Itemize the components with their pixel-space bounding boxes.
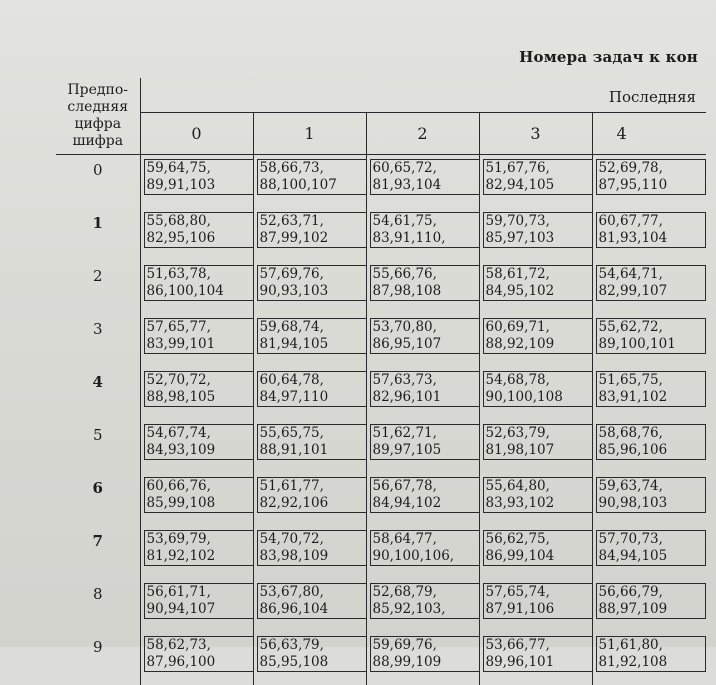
- task-numbers-line: 88,98,105: [146, 388, 216, 405]
- cell-box: [257, 583, 366, 619]
- table-row: [56, 208, 706, 261]
- task-numbers-line: 56,61,71,: [146, 583, 211, 600]
- penultimate-digit-header: [56, 78, 140, 155]
- table-cell: [479, 261, 592, 314]
- row-label: 3: [56, 314, 140, 367]
- task-numbers-line: 54,67,74,: [146, 424, 211, 441]
- cell-box: [483, 583, 592, 619]
- cell-box: [144, 265, 253, 301]
- last-digit-group-header: Последняя: [140, 78, 706, 113]
- task-numbers-line: 81,94,105: [259, 335, 329, 352]
- table-row: [56, 526, 706, 579]
- task-numbers-line: 88,100,107: [259, 177, 337, 193]
- table-cell: [592, 579, 706, 632]
- task-numbers-line: 85,99,108: [146, 494, 216, 511]
- task-numbers-line: 85,96,106: [598, 441, 668, 458]
- task-numbers-line: 54,61,75,: [372, 212, 437, 229]
- row-label: 1: [56, 208, 140, 261]
- task-numbers-line: 85,95,108: [259, 653, 329, 670]
- task-numbers-line: 82,95,106: [146, 229, 216, 246]
- task-numbers-line: 83,98,109: [259, 547, 329, 564]
- table-cell: [592, 526, 706, 579]
- cell-box: [483, 530, 592, 566]
- row-label: 6: [56, 473, 140, 526]
- task-numbers-line: 86,99,104: [485, 547, 555, 564]
- task-numbers-line: 52,69,78,: [598, 160, 663, 176]
- table-cell: [140, 632, 253, 685]
- column-header-2: 2: [366, 113, 479, 155]
- table-cell: [592, 632, 706, 685]
- cell-box: [370, 583, 479, 619]
- task-numbers-line: 56,66,79,: [598, 583, 663, 600]
- task-numbers-line: 56,67,78,: [372, 477, 437, 494]
- task-numbers-line: 55,68,80,: [146, 212, 211, 229]
- task-numbers-line: 53,67,80,: [259, 583, 324, 600]
- cell-box: [483, 212, 592, 248]
- task-numbers-line: 87,98,108: [372, 282, 442, 299]
- table-cell: [592, 155, 706, 208]
- cell-box: [483, 636, 592, 672]
- cell-box: [144, 371, 253, 407]
- cell-box: [596, 636, 707, 672]
- row-label: 8: [56, 579, 140, 632]
- task-numbers-line: 55,62,72,: [598, 318, 663, 335]
- task-numbers-line: 82,96,101: [372, 388, 442, 405]
- cell-box: [596, 318, 707, 354]
- task-numbers-line: 60,67,77,: [598, 212, 663, 229]
- cell-box: [483, 371, 592, 407]
- task-numbers-line: 84,94,102: [372, 494, 442, 511]
- task-numbers-line: 57,69,76,: [259, 265, 324, 282]
- cell-box: [257, 265, 366, 301]
- column-header-3: 3: [479, 113, 592, 155]
- task-numbers-line: 57,63,73,: [372, 371, 437, 388]
- task-numbers-line: 88,91,101: [259, 441, 329, 458]
- cell-box: [370, 265, 479, 301]
- task-numbers-line: 58,62,73,: [146, 636, 211, 653]
- column-header-4: 4: [592, 113, 706, 155]
- cell-box: [596, 159, 707, 195]
- task-numbers-line: 83,93,102: [485, 494, 555, 511]
- cell-box: [596, 477, 707, 513]
- task-numbers-line: 54,70,72,: [259, 530, 324, 547]
- task-number-table: [56, 78, 706, 685]
- table-cell: [479, 420, 592, 473]
- task-numbers-line: 59,64,75,: [146, 160, 211, 176]
- table-row: [56, 420, 706, 473]
- task-numbers-line: 57,65,74,: [485, 583, 550, 600]
- task-numbers-line: 59,70,73,: [485, 212, 550, 229]
- task-numbers-line: 82,92,106: [259, 494, 329, 511]
- task-numbers-line: 84,97,110: [259, 388, 329, 405]
- task-numbers-line: 85,97,103: [485, 229, 555, 246]
- task-numbers-line: 51,61,80,: [598, 636, 663, 653]
- task-numbers-line: 55,66,76,: [372, 265, 437, 282]
- task-numbers-line: 81,93,104: [598, 229, 668, 246]
- task-numbers-line: 90,100,106,: [372, 547, 455, 564]
- task-numbers-line: 51,61,77,: [259, 477, 324, 494]
- column-header-1: 1: [253, 113, 366, 155]
- cell-box: [596, 424, 707, 460]
- task-numbers-line: 54,68,78,: [485, 371, 550, 388]
- task-numbers-line: 83,91,102: [598, 388, 668, 405]
- table-cell: [253, 526, 366, 579]
- table-cell: [140, 526, 253, 579]
- table-cell: [140, 579, 253, 632]
- task-numbers-line: 83,91,110,: [372, 229, 446, 246]
- table-cell: [592, 473, 706, 526]
- task-numbers-line: 90,93,103: [259, 282, 329, 299]
- task-numbers-line: 57,65,77,: [146, 318, 211, 335]
- task-numbers-line: 55,64,80,: [485, 477, 550, 494]
- table-cell: [140, 314, 253, 367]
- task-numbers-line: 59,63,74,: [598, 477, 663, 494]
- row-label: 5: [56, 420, 140, 473]
- cell-box: [370, 636, 479, 672]
- table-cell: [253, 155, 366, 208]
- task-numbers-line: 56,63,79,: [259, 636, 324, 653]
- table-cell: [140, 155, 253, 208]
- cell-box: [257, 159, 366, 195]
- table-cell: [253, 314, 366, 367]
- task-numbers-line: 58,64,77,: [372, 530, 437, 547]
- table-row: [56, 632, 706, 685]
- cell-box: [257, 318, 366, 354]
- task-numbers-line: 51,65,75,: [598, 371, 663, 388]
- task-numbers-line: 89,91,103: [146, 177, 216, 193]
- task-numbers-line: 87,96,100: [146, 653, 216, 670]
- task-numbers-line: 58,66,73,: [259, 160, 324, 176]
- cell-box: [257, 212, 366, 248]
- row-label: 0: [56, 155, 140, 208]
- cell-box: [370, 212, 479, 248]
- table-cell: [253, 367, 366, 420]
- cell-box: [483, 265, 592, 301]
- table-cell: [366, 155, 479, 208]
- table-cell: [366, 314, 479, 367]
- table-cell: [366, 579, 479, 632]
- task-numbers-line: 90,98,103: [598, 494, 668, 511]
- table-cell: [592, 314, 706, 367]
- task-numbers-line: 86,95,107: [372, 335, 442, 352]
- cell-box: [257, 530, 366, 566]
- task-numbers-line: 90,100,108: [485, 388, 563, 405]
- task-numbers-line: 51,62,71,: [372, 424, 437, 441]
- table-cell: [366, 420, 479, 473]
- table-cell: [592, 367, 706, 420]
- task-numbers-line: 88,97,109: [598, 600, 668, 617]
- cell-box: [144, 530, 253, 566]
- task-numbers-line: 59,69,76,: [372, 636, 437, 653]
- task-numbers-line: 85,92,103,: [372, 600, 446, 617]
- row-label: 4: [56, 367, 140, 420]
- row-label: 9: [56, 632, 140, 685]
- task-numbers-line: 57,70,73,: [598, 530, 663, 547]
- cell-box: [483, 159, 592, 195]
- table-cell: [479, 155, 592, 208]
- cell-box: [596, 371, 707, 407]
- table-cell: [253, 473, 366, 526]
- table-row: [56, 367, 706, 420]
- task-numbers-line: 84,93,109: [146, 441, 216, 458]
- table-cell: [479, 526, 592, 579]
- task-numbers-line: 54,64,71,: [598, 265, 663, 282]
- cell-box: [257, 477, 366, 513]
- table-cell: [479, 579, 592, 632]
- table-cell: [140, 420, 253, 473]
- cell-box: [144, 424, 253, 460]
- task-numbers-line: 60,65,72,: [372, 160, 437, 176]
- task-numbers-line: 60,64,78,: [259, 371, 324, 388]
- task-numbers-line: 81,93,104: [372, 177, 442, 193]
- table-cell: [592, 261, 706, 314]
- table-cell: [366, 208, 479, 261]
- task-numbers-line: 81,92,102: [146, 547, 216, 564]
- table-cell: [592, 208, 706, 261]
- header-line: следняя: [67, 99, 129, 115]
- task-numbers-line: 82,94,105: [485, 177, 555, 193]
- table-cell: [366, 261, 479, 314]
- task-numbers-line: 86,96,104: [259, 600, 329, 617]
- table-row: [56, 579, 706, 632]
- table-row: [56, 473, 706, 526]
- row-label: 2: [56, 261, 140, 314]
- cell-box: [596, 583, 707, 619]
- task-numbers-line: 88,92,109: [485, 335, 555, 352]
- cell-box: [144, 636, 253, 672]
- task-numbers-line: 51,63,78,: [146, 265, 211, 282]
- task-numbers-line: 87,95,110: [598, 177, 668, 193]
- task-numbers-line: 88,99,109: [372, 653, 442, 670]
- task-numbers-line: 51,67,76,: [485, 160, 550, 176]
- task-numbers-line: 89,100,101: [598, 335, 676, 352]
- cell-box: [257, 636, 366, 672]
- table-cell: [140, 208, 253, 261]
- cell-box: [483, 318, 592, 354]
- table-cell: [479, 208, 592, 261]
- table-cell: [253, 261, 366, 314]
- cell-box: [257, 424, 366, 460]
- table-row: [56, 314, 706, 367]
- task-numbers-line: 53,70,80,: [372, 318, 437, 335]
- task-numbers-line: 53,66,77,: [485, 636, 550, 653]
- cell-box: [596, 530, 707, 566]
- task-numbers-line: 53,69,79,: [146, 530, 211, 547]
- task-numbers-line: 81,92,108: [598, 653, 668, 670]
- cell-box: [370, 159, 479, 195]
- table-cell: [592, 420, 706, 473]
- table-cell: [366, 367, 479, 420]
- table-cell: [366, 473, 479, 526]
- task-numbers-line: 89,96,101: [485, 653, 555, 670]
- cell-box: [257, 371, 366, 407]
- table-cell: [366, 632, 479, 685]
- table-cell: [479, 632, 592, 685]
- table-cell: [140, 367, 253, 420]
- table-cell: [140, 261, 253, 314]
- table-cell: [253, 208, 366, 261]
- cell-box: [370, 530, 479, 566]
- cell-box: [370, 424, 479, 460]
- header-line: цифра: [74, 116, 122, 132]
- task-numbers-line: 83,99,101: [146, 335, 216, 352]
- cell-box: [144, 318, 253, 354]
- header-line: Предпо-: [67, 82, 129, 98]
- cell-box: [370, 477, 479, 513]
- header-line: шифра: [72, 133, 124, 149]
- task-numbers-line: 90,94,107: [146, 600, 216, 617]
- task-numbers-line: 52,63,71,: [259, 212, 324, 229]
- table-cell: [140, 473, 253, 526]
- cell-box: [144, 583, 253, 619]
- task-numbers-line: 86,100,104: [146, 282, 224, 299]
- cell-box: [144, 159, 253, 195]
- cell-box: [370, 318, 479, 354]
- cell-box: [144, 477, 253, 513]
- table-cell: [479, 367, 592, 420]
- table-caption: Номера задач к кон: [519, 48, 698, 66]
- table-cell: [366, 526, 479, 579]
- task-numbers-line: 52,68,79,: [372, 583, 437, 600]
- task-numbers-line: 58,61,72,: [485, 265, 550, 282]
- table-cell: [479, 473, 592, 526]
- column-header-0: 0: [140, 113, 253, 155]
- task-numbers-line: 81,98,107: [485, 441, 555, 458]
- task-numbers-line: 59,68,74,: [259, 318, 324, 335]
- task-numbers-line: 84,94,105: [598, 547, 668, 564]
- cell-box: [483, 424, 592, 460]
- task-numbers-line: 87,99,102: [259, 229, 329, 246]
- task-numbers-line: 60,69,71,: [485, 318, 550, 335]
- cell-box: [596, 265, 707, 301]
- table-cell: [479, 314, 592, 367]
- cell-box: [483, 477, 592, 513]
- task-numbers-line: 55,65,75,: [259, 424, 324, 441]
- task-numbers-line: 58,68,76,: [598, 424, 663, 441]
- row-label: 7: [56, 526, 140, 579]
- table-cell: [253, 420, 366, 473]
- task-numbers-line: 89,97,105: [372, 441, 442, 458]
- task-numbers-line: 82,99,107: [598, 282, 668, 299]
- table-cell: [253, 579, 366, 632]
- task-numbers-line: 52,63,79,: [485, 424, 550, 441]
- task-numbers-line: 60,66,76,: [146, 477, 211, 494]
- table-row: [56, 261, 706, 314]
- task-numbers-line: 87,91,106: [485, 600, 555, 617]
- task-numbers-line: 52,70,72,: [146, 371, 211, 388]
- table-row: [56, 155, 706, 208]
- task-numbers-line: 84,95,102: [485, 282, 555, 299]
- task-numbers-line: 56,62,75,: [485, 530, 550, 547]
- cell-box: [370, 371, 479, 407]
- cell-box: [144, 212, 253, 248]
- cell-box: [596, 212, 707, 248]
- table-cell: [253, 632, 366, 685]
